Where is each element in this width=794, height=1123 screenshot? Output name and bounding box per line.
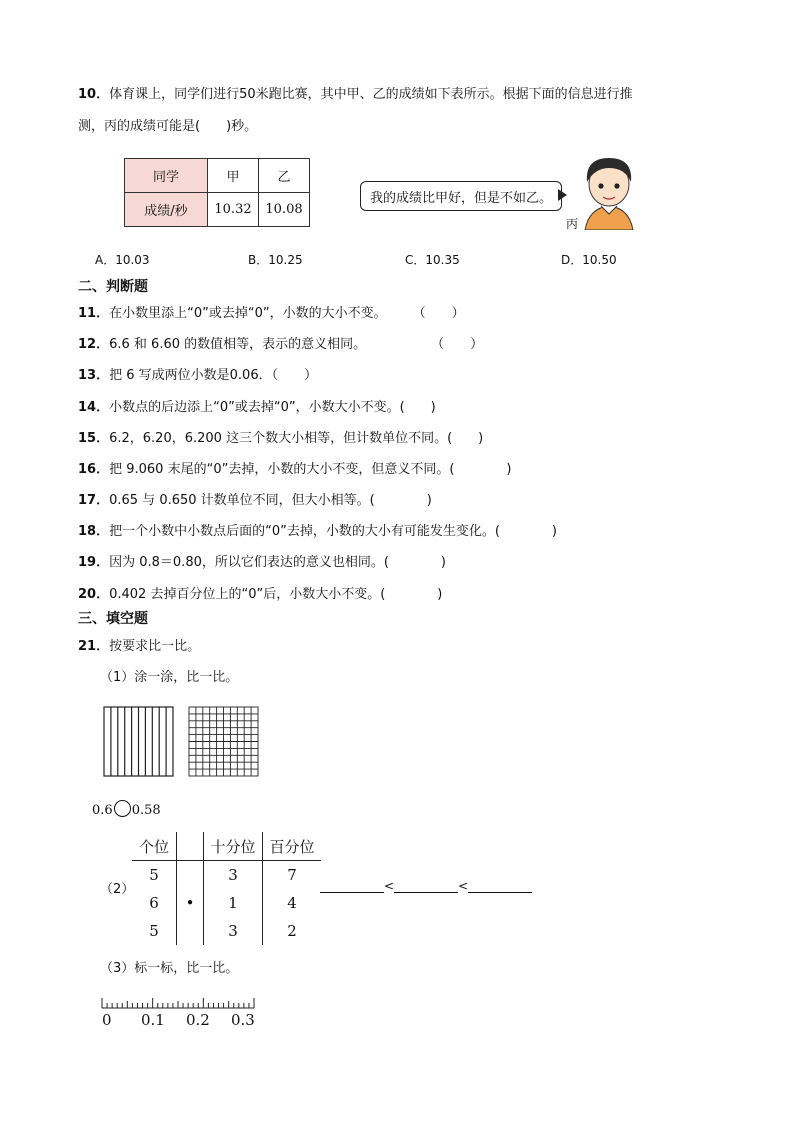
- table-cell: 成绩/秒: [125, 193, 208, 227]
- question-10-line1: 10．体育课上，同学们进行50米跑比赛，其中甲、乙的成绩如下表所示。根据下面的信息进行推: [78, 87, 633, 102]
- pv-cell: 6: [132, 889, 177, 917]
- table-header-cell: 甲: [208, 159, 259, 193]
- question-number: 13: [78, 368, 97, 383]
- question-text: 0.65 与 0.650 计数单位不同，但大小相等。( ): [109, 493, 432, 508]
- judge-question: 18．把一个小数中小数点后面的“0”去掉，小数的大小有可能发生变化。( ): [78, 524, 557, 539]
- question-21-title: 21．按要求比一比。: [78, 639, 201, 654]
- question-number: 12: [78, 337, 97, 352]
- score-table: [124, 158, 310, 227]
- question-number: 19: [78, 555, 97, 570]
- section-title-fill: 三、填空题: [78, 611, 148, 627]
- question-number: 10: [78, 87, 97, 102]
- question-text: 小数点的后边添上“0”或去掉“0”，小数大小不变。( ): [109, 400, 436, 415]
- pv-cell: 2: [287, 922, 297, 940]
- number-line-ruler[interactable]: [100, 996, 260, 1010]
- place-value-table: [132, 832, 321, 945]
- question-number: 14: [78, 400, 97, 415]
- judge-question: 17．0.65 与 0.650 计数单位不同，但大小相等。( ): [78, 493, 432, 508]
- speaker-label: 丙: [566, 217, 579, 231]
- speech-text: 我的成绩比甲好，但是不如乙。: [369, 190, 552, 206]
- question-21-part3: （3）标一标，比一比。: [100, 961, 239, 976]
- ruler-label-0-3: 0.3: [231, 1011, 255, 1029]
- option-c[interactable]: C．10.35: [405, 253, 460, 267]
- question-number: 20: [78, 587, 97, 602]
- less-than-sign: <: [384, 879, 395, 893]
- judge-question: 11．在小数里添上“0”或去掉“0”，小数的大小不变。 （ ）: [78, 306, 465, 321]
- judge-question: 20．0.402 去掉百分位上的“0”后，小数大小不变。( ): [78, 587, 443, 602]
- compare-expression: [92, 800, 161, 818]
- judge-question: 13．把 6 写成两位小数是0.06．（ ）: [78, 368, 318, 383]
- speech-bubble-tail: [558, 189, 567, 201]
- speech-bubble: [360, 181, 562, 211]
- question-number: 18: [78, 524, 97, 539]
- ruler-label-0-1: 0.1: [141, 1011, 165, 1029]
- ruler-label-0-2: 0.2: [186, 1011, 210, 1029]
- pv-cell: 3: [204, 917, 263, 945]
- question-number: 17: [78, 493, 97, 508]
- question-21-part1: （1）涂一涂，比一比。: [100, 670, 239, 685]
- question-text: 按要求比一比。: [109, 639, 201, 654]
- question-text: 因为 0.8＝0.80，所以它们表达的意义也相同。( ): [109, 555, 447, 570]
- option-d[interactable]: D．10.50: [561, 253, 617, 267]
- pv-decimal-point: •: [177, 889, 204, 917]
- question-number: 15: [78, 431, 97, 446]
- less-than-sign: <: [458, 879, 469, 893]
- option-b[interactable]: B．10.25: [248, 253, 303, 267]
- question-10-line2: 测，丙的成绩可能是( )秒。: [78, 119, 258, 134]
- ruler-label-0: 0: [102, 1011, 112, 1029]
- question-text: 在小数里添上“0”或去掉“0”，小数的大小不变。 （ ）: [109, 306, 465, 321]
- pv-header: 个位: [132, 832, 177, 861]
- answer-blank[interactable]: [320, 878, 384, 893]
- judge-question: 12．6.6 和 6.60 的数值相等，表示的意义相同。 （ ）: [78, 337, 484, 352]
- compare-left: 0.6: [92, 803, 113, 818]
- question-text: 把 6 写成两位小数是0.06．（ ）: [109, 368, 318, 383]
- pv-cell: 5: [132, 861, 177, 890]
- judge-question: 14．小数点的后边添上“0”或去掉“0”，小数大小不变。( ): [78, 400, 436, 415]
- pv-cell: 4: [287, 894, 297, 912]
- question-text: 6.6 和 6.60 的数值相等，表示的意义相同。 （ ）: [109, 337, 484, 352]
- question-text: 把 9.060 末尾的“0”去掉，小数的大小不变，但意义不同。( ): [109, 462, 512, 477]
- judge-question: 15．6.2，6.20，6.200 这三个数大小相等，但计数单位不同。( ): [78, 431, 484, 446]
- question-21-part2: （2）: [100, 882, 135, 897]
- judge-question: 16．把 9.060 末尾的“0”去掉，小数的大小不变，但意义不同。( ): [78, 462, 512, 477]
- pv-cell: 7: [287, 866, 297, 884]
- answer-blank[interactable]: [394, 878, 458, 893]
- section-title-judge: 二、判断题: [78, 279, 148, 295]
- option-a[interactable]: A．10.03: [95, 253, 150, 267]
- table-cell: 10.08: [259, 193, 310, 227]
- child-illustration: [575, 150, 643, 230]
- pv-header: [177, 832, 204, 861]
- question-text: 6.2，6.20，6.200 这三个数大小相等，但计数单位不同。( ): [109, 431, 484, 446]
- answer-blank[interactable]: [468, 878, 532, 893]
- table-cell: 10.32: [208, 193, 259, 227]
- pv-cell: 1: [204, 889, 263, 917]
- decimal-grid-figures[interactable]: [103, 706, 261, 778]
- pv-cell: 3: [204, 861, 263, 890]
- table-header-cell: 乙: [259, 159, 310, 193]
- pv-header: 百分位: [263, 832, 322, 861]
- pv-header: 十分位: [204, 832, 263, 861]
- question-text: 0.402 去掉百分位上的“0”后，小数大小不变。( ): [109, 587, 443, 602]
- judge-question: 19．因为 0.8＝0.80，所以它们表达的意义也相同。( ): [78, 555, 447, 570]
- question-text: 体育课上，同学们进行50米跑比赛，其中甲、乙的成绩如下表所示。根据下面的信息进行推: [109, 87, 633, 102]
- pv-cell: [177, 917, 204, 945]
- question-text: 把一个小数中小数点后面的“0”去掉，小数的大小有可能发生变化。( ): [109, 524, 557, 539]
- question-number: 16: [78, 462, 97, 477]
- question-number: 11: [78, 306, 97, 321]
- table-header-cell: 同学: [125, 159, 208, 193]
- question-number: 21: [78, 639, 97, 654]
- compare-right: 0.58: [131, 803, 161, 818]
- pv-cell: [177, 861, 204, 890]
- compare-circle-blank[interactable]: [114, 800, 131, 817]
- pv-cell: 5: [132, 917, 177, 945]
- ordering-blanks: [320, 878, 532, 893]
